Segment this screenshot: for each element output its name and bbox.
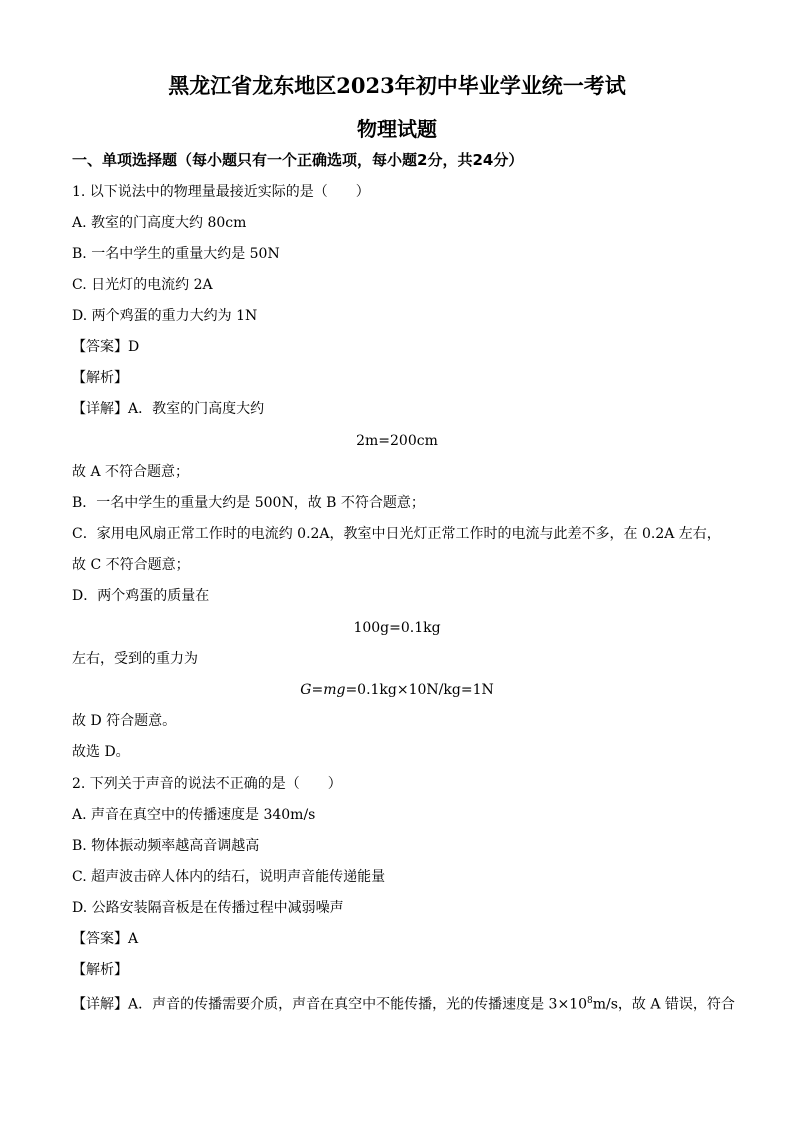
- document-subtitle: 物理试题: [357, 117, 437, 141]
- question-1-option-a: A. 教室的门高度大约 80cm: [72, 215, 247, 231]
- document-title: 黑龙江省龙东地区2023年初中毕业学业统一考试: [168, 73, 626, 98]
- question-2-option-c: C. 超声波击碎人体内的结石，说明声音能传递能量: [72, 869, 386, 885]
- answer-value: D: [128, 339, 140, 355]
- question-2-analysis-tag: [72, 961, 128, 979]
- question-1-detail-8: 故 D 符合题意。: [72, 713, 177, 729]
- question-1-detail-5: 故 C 不符合题意；: [72, 557, 190, 573]
- detail-tag: 【详解】: [72, 401, 128, 417]
- question-2-stem: 2. 下列关于声音的说法不正确的是（ ）: [72, 776, 342, 792]
- equation-1: 2m=200cm: [356, 433, 438, 449]
- question-1-stem: 1. 以下说法中的物理量最接近实际的是（ ）: [72, 184, 370, 200]
- equation-3-rest: =0.1kg×10N/kg=1N: [345, 682, 494, 698]
- exponent: 8: [587, 996, 593, 1006]
- answer-tag: 【答案】: [72, 339, 128, 355]
- question-1-detail-2: 故 A 不符合题意；: [72, 464, 190, 480]
- question-1-detail-6: D．两个鸡蛋的质量在: [72, 588, 210, 604]
- equation-3-mg: mg: [323, 682, 346, 698]
- question-1-option-d: D. 两个鸡蛋的重力大约为 1N: [72, 308, 258, 324]
- question-2-option-a: A. 声音在真空中的传播速度是 340m/s: [72, 807, 316, 823]
- analysis-tag: 【解析】: [72, 962, 128, 978]
- detail-tag: 【详解】: [72, 996, 128, 1013]
- equation-3-g: G: [300, 682, 312, 698]
- question-1-detail-7: 左右，受到的重力为: [72, 651, 198, 667]
- question-1-detail-4: C．家用电风扇正常工作时的电流约 0.2A，教室中日光灯正常工作时的电流与此差不多，在 0.2A 左右，: [72, 526, 721, 542]
- question-2-answer: [72, 930, 138, 948]
- question-1-option-b: B. 一名中学生的重量大约是 50N: [72, 246, 280, 262]
- equation-3: [0, 681, 794, 699]
- analysis-tag: 【解析】: [72, 370, 128, 386]
- equation-2: 100g=0.1kg: [353, 620, 441, 636]
- answer-value: A: [128, 931, 139, 947]
- detail-text: A．教室的门高度大约: [128, 401, 265, 417]
- question-1-detail-3: B．一名中学生的重量大约是 500N，故 B 不符合题意；: [72, 495, 425, 511]
- question-2-option-b: B. 物体振动频率越高音调越高: [72, 838, 260, 854]
- detail-text-2: m/s，故 A 错误，符合: [592, 996, 735, 1013]
- question-1-answer: [72, 338, 139, 356]
- question-2-option-d: D. 公路安装隔音板是在传播过程中减弱噪声: [72, 900, 344, 916]
- question-1-option-c: C. 日光灯的电流约 2A: [72, 277, 213, 293]
- question-1-detail-1: [72, 400, 264, 418]
- question-1-analysis-tag: [72, 369, 128, 387]
- detail-text-1: A．声音的传播需要介质，声音在真空中不能传播，光的传播速度是 3×10: [128, 996, 588, 1013]
- section-heading: 一、单项选择题（每小题只有一个正确选项，每小题2分，共24分）: [72, 151, 524, 169]
- question-1-conclusion: 故选 D。: [72, 744, 130, 760]
- answer-tag: 【答案】: [72, 931, 128, 947]
- question-2-detail-1: [72, 992, 735, 1014]
- equation-3-eq: =: [311, 682, 324, 698]
